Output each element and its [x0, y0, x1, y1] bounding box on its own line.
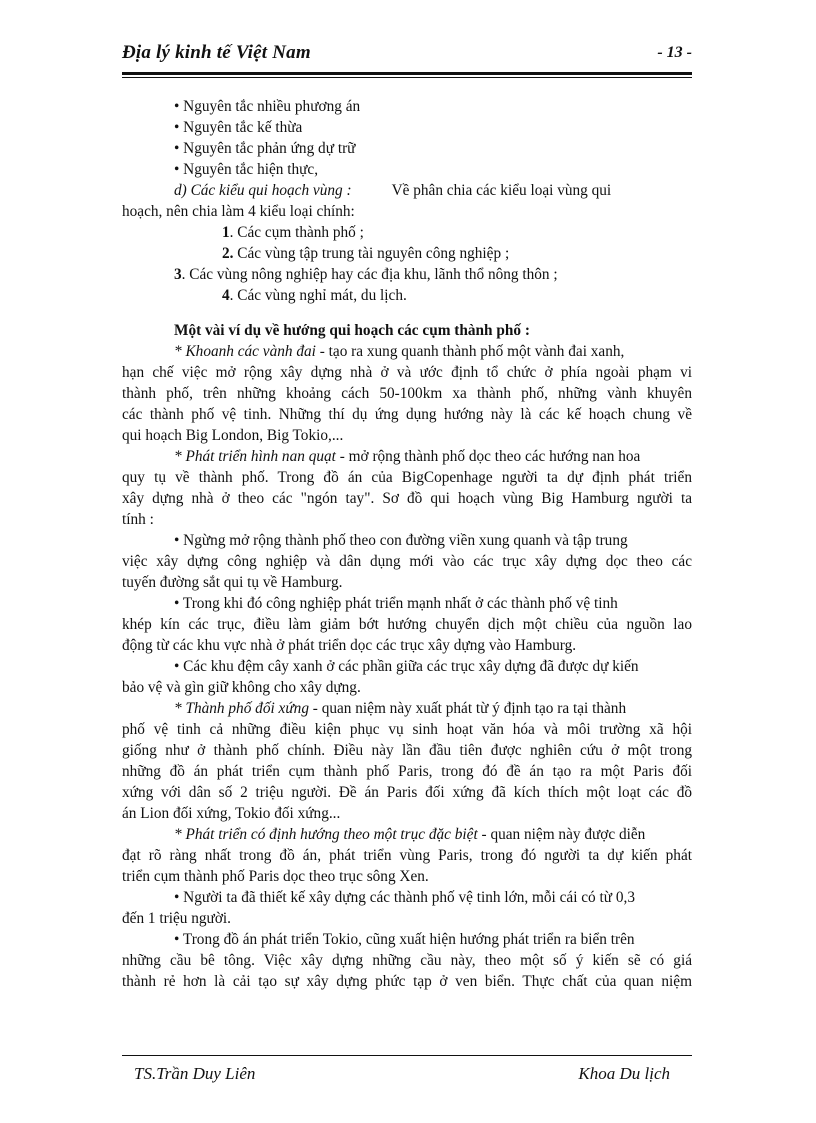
paragraph-line: quy tụ về thành phố. Trong đồ án của BigCopenhage người ta dự định phát triển [122, 469, 692, 486]
footer-author: TS.Trần Duy Liên [134, 1064, 256, 1083]
paragraph-line: bảo vệ và gìn giữ không cho xây dựng. [122, 679, 361, 696]
paragraph-line: động từ các khu vực nhà ở phát triển dọc các trục xây dựng vào Hamburg. [122, 637, 577, 654]
paragraph-line: đạt rõ ràng nhất trong đồ án, phát triển vùng Paris, trong đó người ta dự kiến phát [122, 847, 692, 864]
paragraph-line: • Các khu đệm cây xanh ở các phần giữa các trục xây dựng đã được dự kiến [174, 658, 639, 675]
paragraph-line: những cầu bê tông. Việc xây dựng những cầu này, theo một số ý kiến sẽ có giá [122, 952, 692, 969]
paragraph-line: * Khoanh các vành đai - tạo ra xung quanh thành phố một vành đai xanh, [174, 343, 625, 360]
paragraph-line: án Lion đối xứng, Tokio đối xứng... [122, 805, 341, 822]
principle-item: • Nguyên tắc phản ứng dự trữ [174, 140, 356, 157]
term: * Phát triển có định hướng theo một trục đặc biệt [174, 826, 478, 843]
type-item: 2. Các vùng tập trung tài nguyên công nghiệp ; [222, 245, 510, 262]
paragraph-line: giống như ở thành phố chính. Điều này lần đầu tiên được nghiên cứu ở một trong [122, 742, 692, 759]
paragraph-line: * Thành phố đối xứng - quan niệm này xuất phát từ ý định tạo ra tại thành [174, 700, 627, 717]
paragraph-line: thành phố, trên những khoảng cách 50-100km xa thành phố, những vành khuyên [122, 385, 692, 402]
page-number: - 13 - [657, 44, 692, 61]
principle-item: • Nguyên tắc hiện thực, [174, 161, 319, 178]
header-title: Địa lý kinh tế Việt Nam [122, 42, 311, 63]
paragraph-line: xứng với dân số 2 triệu người. Đề án Paris đối xứng đã kích thích một loạt các đồ [122, 784, 692, 801]
principle-item: • Nguyên tắc nhiều phương án [174, 98, 361, 115]
footer-rule [122, 1055, 692, 1056]
paragraph-line: triển cụm thành phố Paris dọc theo trục sông Xen. [122, 868, 429, 885]
paragraph-line: * Phát triển hình nan quạt - mở rộng thành phố dọc theo các hướng nan hoa [174, 448, 641, 465]
paragraph-line: • Ngừng mở rộng thành phố theo con đường viền xung quanh và tập trung [174, 532, 628, 549]
paragraph-line: xây dựng nhà ở theo các "ngón tay". Sơ đồ qui hoạch vùng Big Hamburg người ta [122, 490, 692, 507]
paragraph-line: * Phát triển có định hướng theo một trục đặc biệt - quan niệm này được diễn [174, 826, 646, 843]
section-d-line [122, 180, 692, 201]
section-heading: Một vài ví dụ về hướng qui hoạch các cụm thành phố : [174, 322, 530, 339]
paragraph-line: đến 1 triệu người. [122, 910, 231, 927]
paragraph-line: việc xây dựng công nghiệp và dân dụng mới vào các trục xây dựng dọc theo các [122, 553, 692, 570]
paragraph-line: • Người ta đã thiết kế xây dựng các thành phố vệ tinh lớn, mỗi cái có từ 0,3 [174, 889, 636, 906]
term: * Thành phố đối xứng [174, 700, 309, 717]
paragraph-line: hạn chế việc mở rộng xây dựng nhà ở và ước định tổ chức ở phía ngoài phạm vi [122, 364, 692, 381]
section-d-text-cont: hoạch, nên chia làm 4 kiểu loại chính: [122, 203, 355, 220]
paragraph-line: qui hoạch Big London, Big Tokio,... [122, 427, 344, 444]
footer-department: Khoa Du lịch [578, 1064, 670, 1083]
paragraph-line: • Trong đồ án phát triển Tokio, cũng xuất hiện hướng phát triển ra biển trên [174, 931, 635, 948]
paragraph-line: phố vệ tinh cả những điều kiện phục vụ sinh hoạt văn hóa và môi trường xã hội [122, 721, 692, 738]
paragraph-line: khép kín các trục, điều làm giảm bớt hướng chuyển dịch một chiều của nguồn lao [122, 616, 692, 633]
term: * Khoanh các vành đai [174, 343, 316, 360]
header-rule-thin [122, 77, 692, 78]
type-item: 1. Các cụm thành phố ; [222, 224, 364, 241]
type-item: 4. Các vùng nghỉ mát, du lịch. [222, 287, 407, 304]
term: * Phát triển hình nan quạt [174, 448, 336, 465]
document-body [122, 96, 692, 992]
paragraph-line: các thành phố vệ tinh. Những thí dụ ứng dụng hướng này là các kế hoạch chung về [122, 406, 692, 423]
section-d-label: d) Các kiểu qui hoạch vùng : [174, 182, 352, 199]
paragraph-line: tuyến đường sắt qui tụ về Hamburg. [122, 574, 343, 591]
principle-item: • Nguyên tắc kế thừa [174, 119, 303, 136]
type-item: 3. Các vùng nông nghiệp hay các địa khu, lãnh thổ nông thôn ; [174, 266, 558, 283]
page-header [122, 40, 692, 70]
paragraph-line: • Trong khi đó công nghiệp phát triển mạnh nhất ở các thành phố vệ tinh [174, 595, 618, 612]
paragraph-line: những đồ án phát triển cụm thành phố Paris, trong đó đề án tạo ra một Paris đối [122, 763, 692, 780]
paragraph-line: thành rẻ hơn là cải tạo sự xây dựng phức tạp ở ven biển. Thực chất của quan niệm [122, 973, 692, 990]
paragraph-line: tính : [122, 511, 154, 528]
section-d-text: Về phân chia các kiểu loại vùng qui [391, 182, 612, 199]
header-rule-thick [122, 72, 692, 75]
